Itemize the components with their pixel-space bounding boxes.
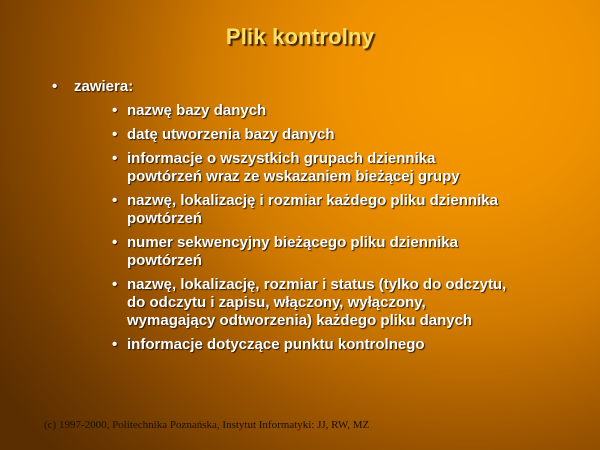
bullet-icon: • — [112, 234, 118, 251]
bullet-icon: • — [112, 336, 118, 353]
list-item-line: wymagający odtworzenia) każdego pliku danych — [127, 312, 473, 329]
list-item — [112, 102, 557, 120]
bullet-icon: • — [52, 78, 58, 95]
list-item-line: powtórzeń — [127, 210, 202, 227]
list-item — [112, 126, 557, 144]
list-item-line: powtórzeń — [127, 252, 202, 269]
list-item — [112, 276, 557, 330]
list-item-line: powtórzeń wraz ze wskazaniem bieżącej grupy — [127, 168, 460, 185]
list-item-line: numer sekwencyjny bieżącego pliku dziennika — [127, 234, 458, 251]
bullet-icon: • — [112, 102, 118, 119]
list-item — [112, 234, 557, 270]
list-item — [112, 336, 557, 354]
list-item-line: informacje o wszystkich grupach dziennika — [127, 150, 436, 167]
list-item — [112, 150, 557, 186]
slide-content — [0, 78, 600, 360]
list-item — [112, 192, 557, 228]
list-item-line: nazwę bazy danych — [127, 102, 267, 119]
bullet-icon: • — [112, 192, 118, 209]
copyright-footer: (c) 1997-2000, Politechnika Poznańska, Instytut Informatyki: JJ, RW, MZ — [44, 419, 370, 431]
list-item-line: informacje dotyczące punktu kontrolnego — [127, 336, 425, 353]
list-item-line: nazwę, lokalizację i rozmiar każdego pliku dziennika — [127, 192, 498, 209]
intro-text: zawiera: — [74, 78, 134, 95]
list-item-line: do odczytu i zapisu, włączony, wyłączony, — [127, 294, 426, 311]
list-item-line: nazwę, lokalizację, rozmiar i status (tylko do odczytu, — [127, 276, 507, 293]
bullet-icon: • — [112, 276, 118, 293]
bullet-icon: • — [112, 126, 118, 143]
bullet-icon: • — [112, 150, 118, 167]
list-item-line: datę utworzenia bazy danych — [127, 126, 335, 143]
slide-title: Plik kontrolny — [225, 24, 375, 49]
sub-bullet-list — [0, 102, 600, 354]
intro-bullet-item — [52, 78, 600, 96]
